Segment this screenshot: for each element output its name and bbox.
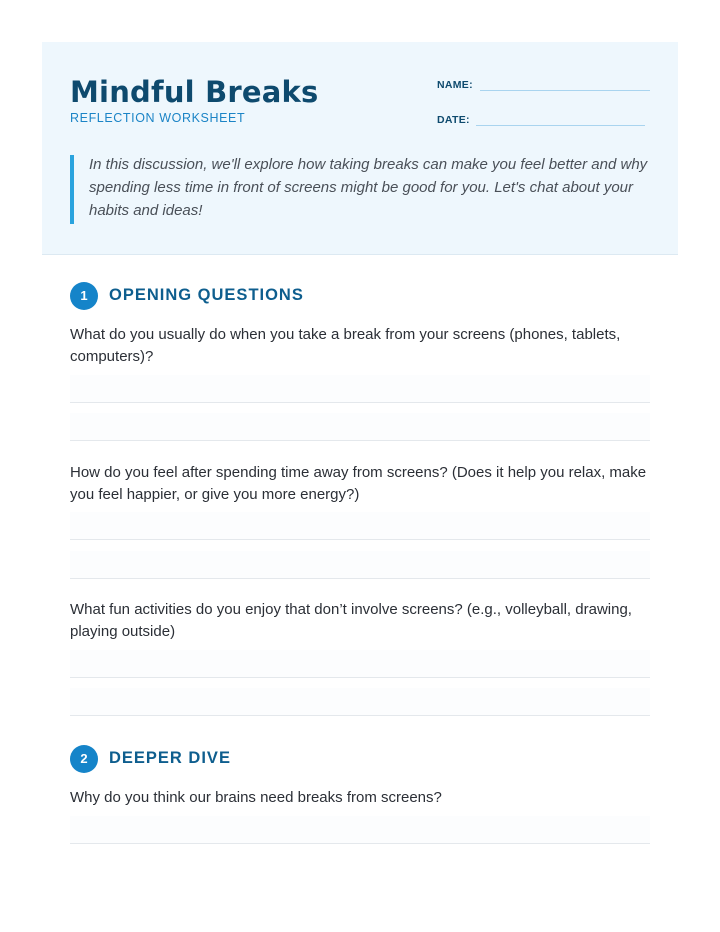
intro-text: In this discussion, we'll explore how taking breaks can make you feel better and why spending less time in front of screens might be good for you. Let's chat about your habits and ideas! bbox=[89, 156, 648, 219]
name-field[interactable] bbox=[480, 90, 650, 91]
answer-line[interactable] bbox=[70, 816, 650, 844]
answer-line[interactable] bbox=[70, 413, 650, 441]
worksheet-title: Mindful Breaks bbox=[70, 75, 319, 109]
answer-line[interactable] bbox=[70, 688, 650, 716]
question-text: How do you feel after spending time away from screens? (Does it help you relax, make you feel happier, or give you more energy?) bbox=[70, 464, 647, 503]
answer-line[interactable] bbox=[70, 650, 650, 678]
section-number-badge: 2 bbox=[70, 745, 98, 773]
section-title: DEEPER DIVE bbox=[109, 749, 231, 767]
date-label: DATE: bbox=[437, 114, 470, 126]
intro-callout bbox=[70, 155, 650, 224]
name-label: NAME: bbox=[437, 79, 473, 91]
worksheet-header bbox=[42, 42, 678, 255]
question-text: What fun activities do you enjoy that don’t involve screens? (e.g., volleyball, drawing, playing outside) bbox=[70, 601, 632, 640]
section-number-badge: 1 bbox=[70, 282, 98, 310]
answer-line[interactable] bbox=[70, 512, 650, 540]
answer-line[interactable] bbox=[70, 375, 650, 403]
question-text: What do you usually do when you take a break from your screens (phones, tablets, computers)? bbox=[70, 326, 621, 365]
date-field[interactable] bbox=[476, 125, 645, 126]
section-title: OPENING QUESTIONS bbox=[109, 286, 304, 304]
question-text: Why do you think our brains need breaks from screens? bbox=[70, 789, 442, 806]
worksheet-subtitle: REFLECTION WORKSHEET bbox=[70, 111, 246, 125]
answer-line[interactable] bbox=[70, 551, 650, 579]
